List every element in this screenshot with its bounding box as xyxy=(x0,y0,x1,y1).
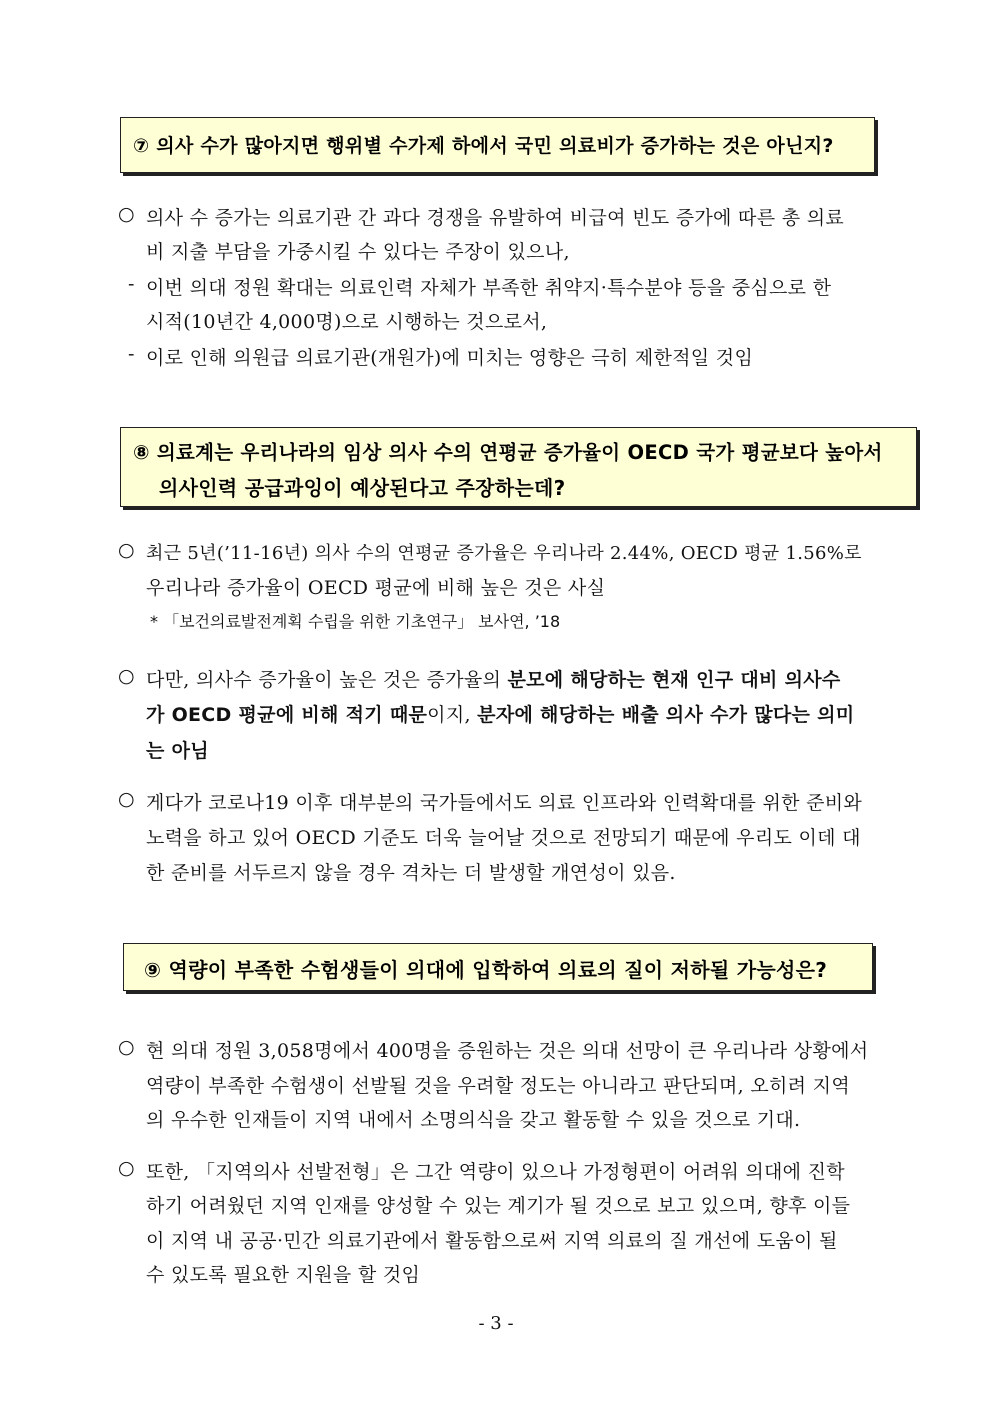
paragraph-line: 이로 인해 의원급 의료기관(개원가)에 미치는 영향은 극히 제한적일 것임 xyxy=(146,347,754,369)
paragraph-line: 또한, 「지역의사 선발전형」은 그간 역량이 있으나 가정형편이 어려워 의대에 진학 xyxy=(146,1161,845,1183)
paragraph-line: 이번 의대 정원 확대는 의료인력 자체가 부족한 취약지·특수분야 등을 중심으로 한 xyxy=(146,277,832,299)
bullet-circle: ○ xyxy=(118,203,135,225)
paragraph-line: 우리나라 증가율이 OECD 평균에 비해 높은 것은 사실 xyxy=(146,577,606,599)
bullet-circle: ○ xyxy=(118,1036,135,1058)
paragraph-line: 의사 수 증가는 의료기관 간 과다 경쟁을 유발하여 비급여 빈도 증가에 따른 총 의료 xyxy=(146,207,844,229)
source-note: * 「보건의료발전계획 수립을 위한 기초연구」 보사연, ’18 xyxy=(150,612,561,631)
question-box-7 xyxy=(120,117,875,173)
dash-marker: - xyxy=(128,343,135,365)
paragraph-line: 의 우수한 인재들이 지역 내에서 소명의식을 갖고 활동할 수 있을 것으로 기대. xyxy=(146,1109,801,1131)
paragraph-line: 는 아님 xyxy=(146,740,209,762)
question-title-7: ⑦ 의사 수가 많아지면 행위별 수가제 하에서 국민 의료비가 증가하는 것은 아닌지? xyxy=(133,135,834,157)
text-run: 이지, xyxy=(427,704,478,726)
question-box-9 xyxy=(123,943,873,991)
paragraph-line xyxy=(146,665,841,692)
paragraph-line: 현 의대 정원 3,058명에서 400명을 증원하는 것은 의대 선망이 큰 우리나라 상황에서 xyxy=(146,1040,869,1062)
question-title-8-line1: ⑧ 의료계는 우리나라의 임상 의사 수의 연평균 증가율이 OECD 국가 평균보다 높아서 xyxy=(133,441,883,464)
paragraph-line: 이 지역 내 공공·민간 의료기관에서 활동함으로써 지역 의료의 질 개선에 도움이 될 xyxy=(146,1230,838,1252)
paragraph-line: 비 지출 부담을 가중시킬 수 있다는 주장이 있으나, xyxy=(146,241,570,263)
text-run: 다만, 의사수 증가율이 높은 것은 증가율의 xyxy=(146,669,508,691)
bullet-circle: ○ xyxy=(118,539,135,561)
paragraph-line: 최근 5년(’11-16년) 의사 수의 연평균 증가율은 우리나라 2.44%, OECD 평균 1.56%로 xyxy=(146,543,862,564)
bold-text-run: 분자에 해당하는 배출 의사 수가 많다는 의미 xyxy=(477,704,855,726)
question-title-8-line2: 의사인력 공급과잉이 예상된다고 주장하는데? xyxy=(159,476,566,500)
bold-text-run: 가 OECD 평균에 비해 적기 때문 xyxy=(146,704,428,726)
page-number: - 3 - xyxy=(478,1313,514,1334)
paragraph-line xyxy=(146,700,854,727)
bold-text-run: 분모에 해당하는 현재 인구 대비 의사수 xyxy=(507,669,841,691)
paragraph-line: 한 준비를 서두르지 않을 경우 격차는 더 발생할 개연성이 있음. xyxy=(146,862,676,884)
paragraph-line: 하기 어려웠던 지역 인재를 양성할 수 있는 계기가 될 것으로 보고 있으며, 향후 이들 xyxy=(146,1195,851,1217)
bullet-circle: ○ xyxy=(118,665,135,687)
paragraph-line: 역량이 부족한 수험생이 선발될 것을 우려할 정도는 아니라고 판단되며, 오히려 지역 xyxy=(146,1075,850,1097)
paragraph-line: 노력을 하고 있어 OECD 기준도 더욱 늘어날 것으로 전망되기 때문에 우리도 이데 대 xyxy=(146,827,861,849)
question-box-8 xyxy=(120,427,917,507)
bullet-circle: ○ xyxy=(118,788,135,810)
paragraph-line: 시적(10년간 4,000명)으로 시행하는 것으로서, xyxy=(146,311,548,333)
bullet-circle: ○ xyxy=(118,1157,135,1179)
question-title-9: ⑨ 역량이 부족한 수험생들이 의대에 입학하여 의료의 질이 저하될 가능성은? xyxy=(144,958,828,982)
paragraph-line: 게다가 코로나19 이후 대부분의 국가들에서도 의료 인프라와 인력확대를 위한 준비와 xyxy=(146,792,863,814)
dash-marker: - xyxy=(128,273,135,295)
paragraph-line: 수 있도록 필요한 지원을 할 것임 xyxy=(146,1264,421,1286)
